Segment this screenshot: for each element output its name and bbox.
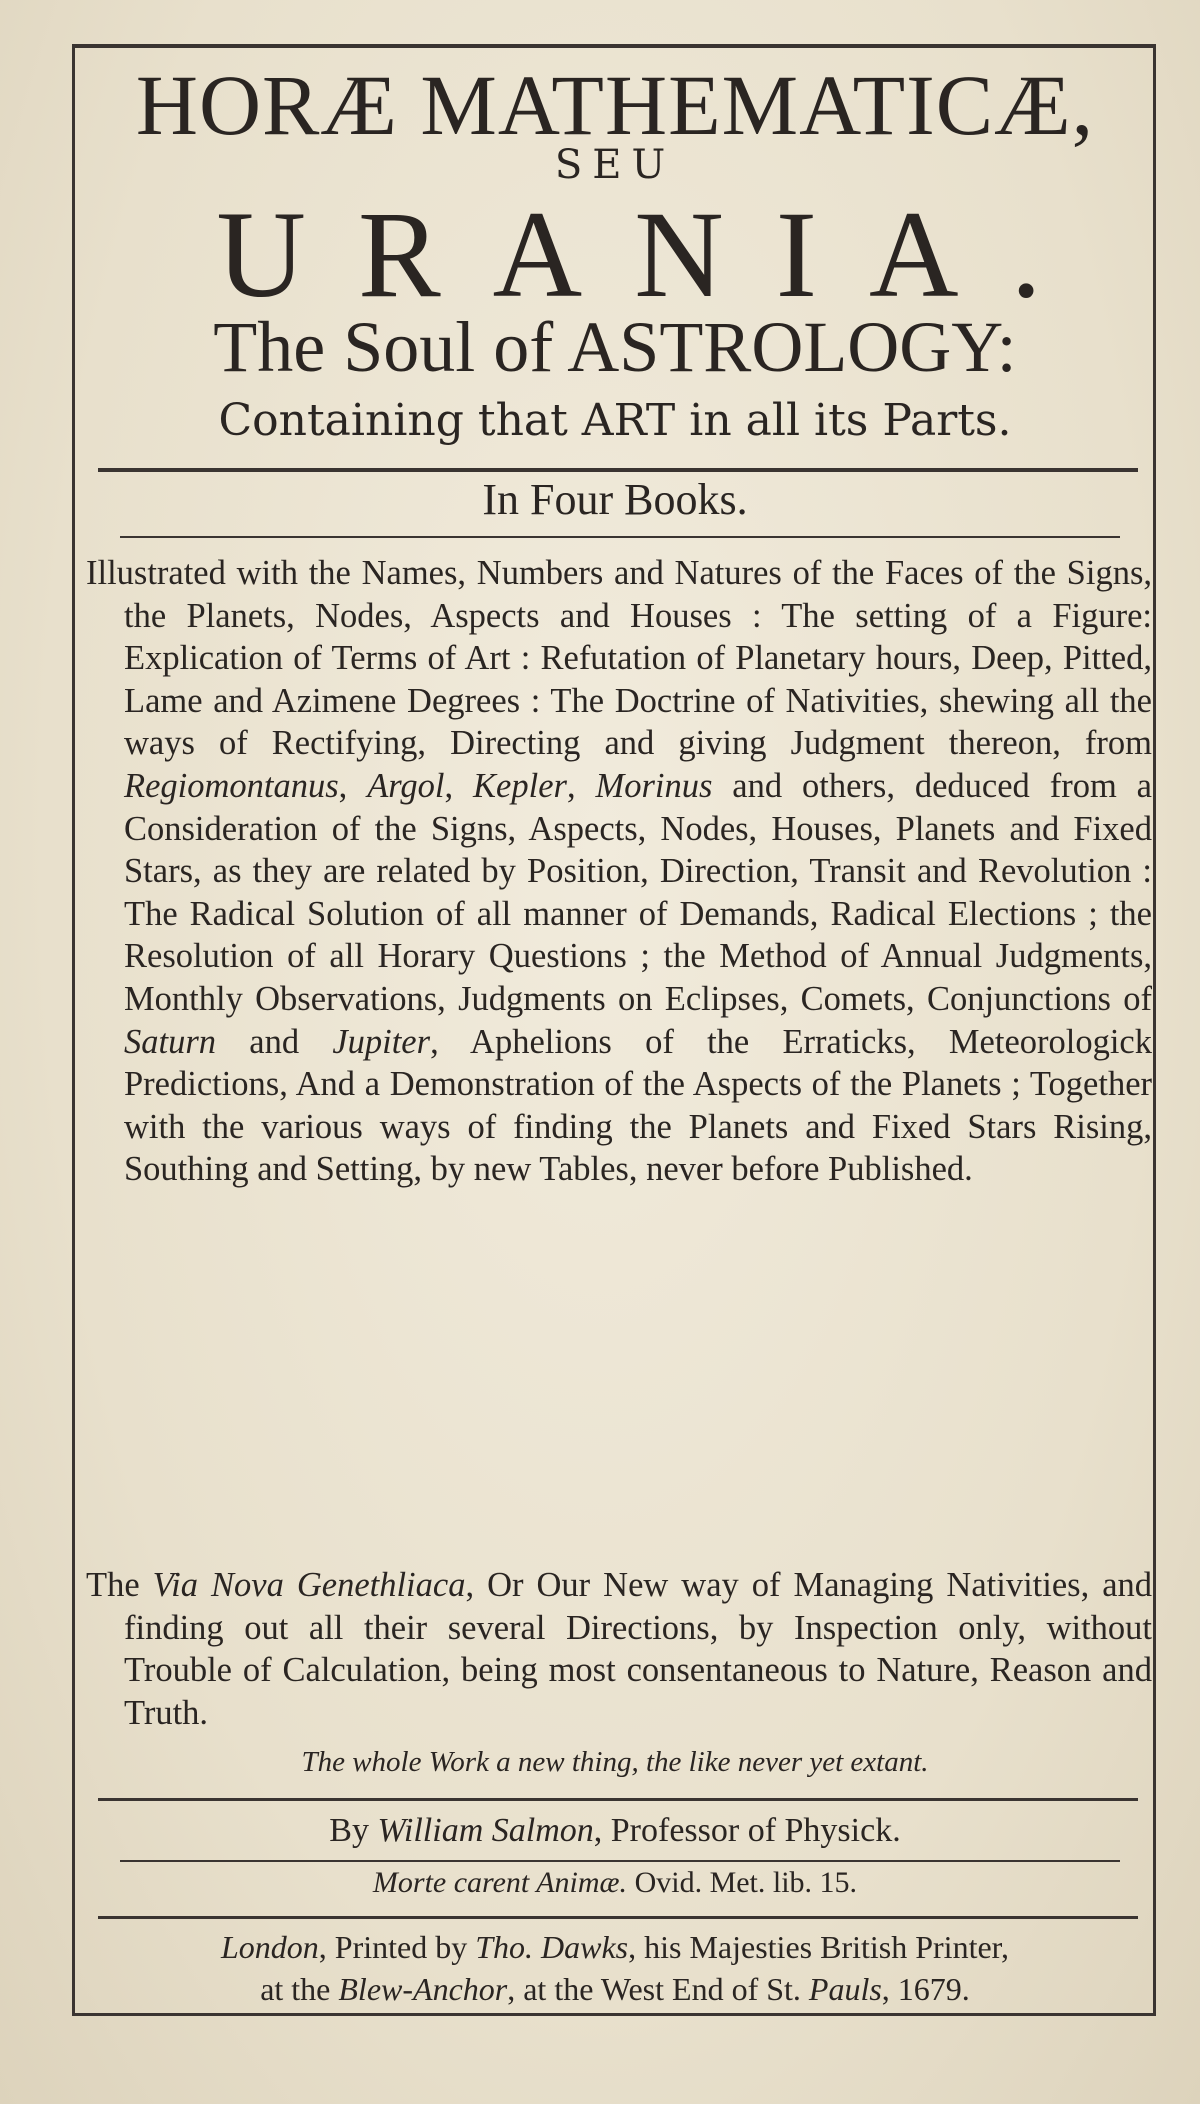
imprint	[80, 1926, 1150, 2010]
name-jupiter: Jupiter	[332, 1022, 431, 1061]
author-name: William Salmon	[377, 1812, 594, 1849]
motto-text: Morte carent Animæ.	[372, 1866, 628, 1899]
description-paragraph: Illustrated with the Names, Numbers and Natures of the Faces of the Signs, the Planets, Nodes, Aspects and Houses : The setting of a Figure: Explication of Terms of Art : Refutation of Planetary hours, Deep, Pitted, Lame and Azimene Degrees : The Doctrine of Nativities, shewing all the ways of Rectifying, Directing and giving Judgment thereon, from Regiomontanus, Argol, Kepler, Morinus and others, deduced from a Consideration of the Signs, Aspects, Nodes, Houses, Planets and Fixed Stars, as they are related by Position, Direction, Transit and Revolution : The Radical Solution of all manner of Demands, Radical Elections ; the Resolution of all Horary Questions ; the Method of Annual Judgments, Monthly Observations, Judgments on Eclipses, Comets, Conjunctions of Saturn and Jupiter, Aphelions of the Erraticks, Meteorologick Predictions, And a Demonstration of the Aspects of the Planets ; Together with the various ways of finding the Planets and Fixed Stars Rising, Southing and Setting, by new Tables, never before Published.	[86, 554, 1152, 1189]
rule-author-top	[98, 1798, 1138, 1801]
via-nova-title: Via Nova Genethliaca	[152, 1566, 466, 1604]
motto-line: Morte carent Animæ. Ovid. Met. lib. 15.	[372, 1866, 858, 1899]
imprint-line-1: London, Printed by Tho. Dawks, his Majesties British Printer,	[220, 1929, 1010, 1965]
name-morinus: Morinus	[595, 766, 713, 805]
name-argol: Argol	[367, 766, 445, 805]
tagline: The whole Work a new thing, the like never yet extant.	[301, 1746, 929, 1778]
name-saturn: Saturn	[124, 1022, 217, 1061]
rule-imprint-top	[98, 1916, 1138, 1919]
rule-motto-top	[120, 1860, 1120, 1862]
rule-books	[120, 536, 1120, 538]
name-kepler: Kepler	[473, 766, 567, 805]
subtitle-four-books: In Four Books.	[482, 475, 748, 524]
name-regiomontanus: Regiomontanus	[124, 766, 339, 805]
title-urania: URANIA.	[216, 186, 1094, 323]
subtitle-containing: Containing that ART in all its Parts.	[218, 395, 1012, 446]
title-soul-of-astrology: The Soul of ASTROLOGY:	[213, 307, 1017, 387]
title-horae-mathematicae: HORÆ MATHEMATICÆ,	[135, 57, 1095, 153]
author-line: By William Salmon, Professor of Physick.	[329, 1812, 901, 1849]
via-nova-paragraph: The Via Nova Genethliaca, Or Our New way of Managing Nativities, and finding out all their several Directions, by Inspection only, without Trouble of Calculation, being most consentaneous to Nature, Reason and Truth.	[86, 1566, 1153, 1732]
title-seu: SEU	[554, 142, 676, 188]
imprint-line-2: at the Blew-Anchor, at the West End of St. Pauls, 1679.	[260, 1971, 970, 2007]
